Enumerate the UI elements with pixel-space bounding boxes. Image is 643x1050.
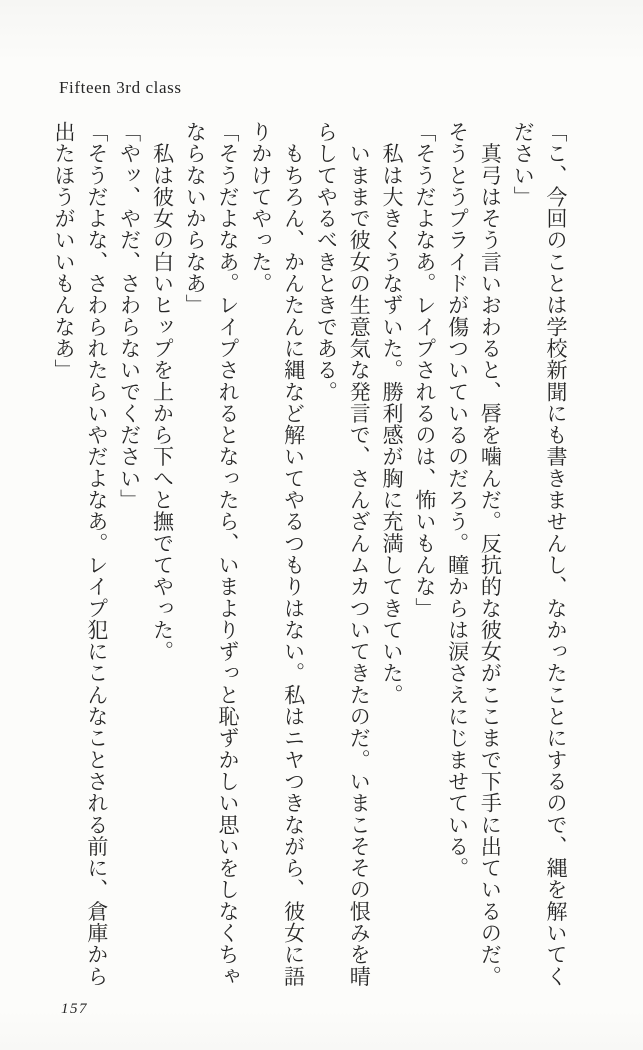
text-line: 「そうだよなあ。レイプされるのは、怖いもんな」 xyxy=(412,121,437,619)
text-line: 出たほうがいいもんなあ」 xyxy=(52,121,77,381)
text-line: 「こ、今回のことは学校新聞にも書きませんし、なかったことにするので、縄を解いてく xyxy=(544,121,568,987)
running-header: Fifteen 3rd class xyxy=(59,78,182,97)
text-line: らしてやるべきときである。 xyxy=(314,121,339,403)
text-line: 真弓はそう言いおわると、唇を噛んだ。反抗的な彼女がここまで下手に出ているのだ。 xyxy=(478,121,503,987)
text-line: ならないからなあ」 xyxy=(183,121,208,316)
text-line: 「そうだよな、さわられたらいやだよなあ。レイプ犯にこんなことされる前に、倉庫から xyxy=(84,121,109,987)
page-number: 157 xyxy=(61,1001,88,1017)
text-line: 私は大きくうなずいた。勝利感が胸に充満してきていた。 xyxy=(380,121,405,706)
text-line: 「そうだよなあ。レイプされるとなったら、いまよりずっと恥ずかしい思いをしなくちゃ xyxy=(216,121,241,987)
text-line: りかけてやった。 xyxy=(248,121,273,295)
text-line: もちろん、かんたんに縄など解いてやるつもりはない。私はニヤつきながら、彼女に語 xyxy=(281,121,306,987)
text-line: 「やッ、やだ、さわらないでください」 xyxy=(117,121,142,511)
text-line: そうとうプライドが傷ついているのだろう。瞳からは涙さえにじませている。 xyxy=(445,121,470,879)
text-block xyxy=(47,121,572,989)
text-line: ださい」 xyxy=(511,121,536,208)
text-line: いままで彼女の生意気な発言で、さんざんムカついてきたのだ。いまこそその恨みを晴 xyxy=(347,121,372,987)
text-line: 私は彼女の白いヒップを上から下へと撫でてやった。 xyxy=(150,121,175,663)
